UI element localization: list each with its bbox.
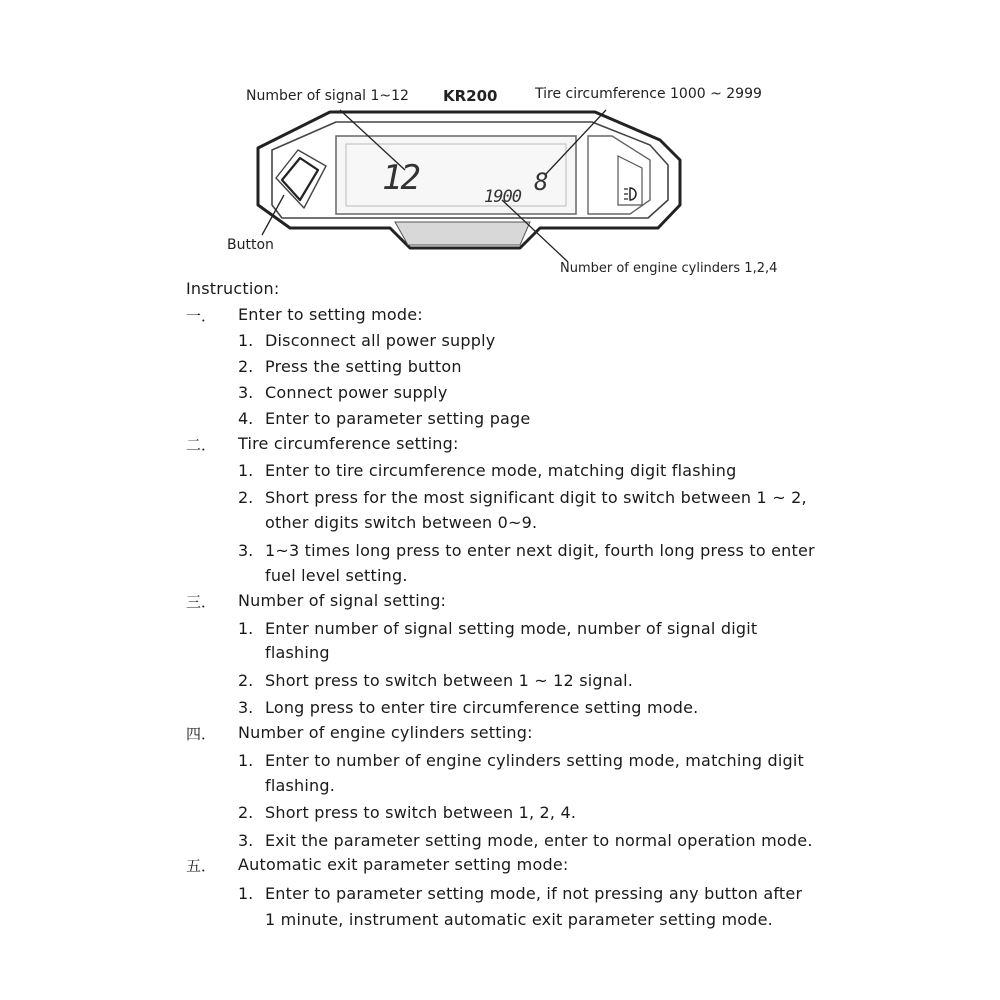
model-title: KR200 <box>443 87 498 105</box>
instruction-heading: Instruction: <box>186 279 280 298</box>
item-number: 1. <box>238 619 254 638</box>
item-text: Short press to switch between 1, 2, 4. <box>265 803 577 822</box>
item-text: 1~3 times long press to enter next digit, fourth long press to enter <box>265 541 815 560</box>
item-number: 1. <box>238 331 254 350</box>
label-number-of-signal: Number of signal 1~12 <box>246 88 409 104</box>
section-number: 三． <box>186 593 217 611</box>
item-text: Enter number of signal setting mode, number of signal digit <box>265 619 758 638</box>
item-text: Enter to number of engine cylinders setting mode, matching digit <box>265 751 804 770</box>
item-text: Enter to parameter setting mode, if not pressing any button after <box>265 884 803 903</box>
section-number: 一． <box>186 307 217 325</box>
item-number: 4. <box>238 409 254 428</box>
section-title: Number of signal setting: <box>238 591 447 610</box>
section-number: 五． <box>186 857 217 875</box>
lcd-tire-readout: 1900 <box>484 187 521 207</box>
item-text: Short press to switch between 1 ~ 12 signal. <box>265 671 634 690</box>
lcd-cylinder-readout: 8 <box>534 168 549 196</box>
item-text-continued: fuel level setting. <box>265 566 408 585</box>
item-number: 1. <box>238 884 254 903</box>
item-number: 3. <box>238 541 254 560</box>
item-text: Disconnect all power supply <box>265 331 496 350</box>
item-text-continued: other digits switch between 0~9. <box>265 513 538 532</box>
item-number: 2. <box>238 488 254 507</box>
label-engine-cylinders: Number of engine cylinders 1,2,4 <box>560 261 778 276</box>
label-button: Button <box>227 237 274 253</box>
section-number: 二． <box>186 436 217 454</box>
item-text: Connect power supply <box>265 383 448 402</box>
section-title: Tire circumference setting: <box>238 434 459 453</box>
item-text-continued: flashing <box>265 643 330 662</box>
item-text: Exit the parameter setting mode, enter to normal operation mode. <box>265 831 813 850</box>
item-number: 2. <box>238 357 254 376</box>
item-text: Enter to tire circumference mode, matching digit flashing <box>265 461 737 480</box>
item-number: 1. <box>238 461 254 480</box>
section-title: Number of engine cylinders setting: <box>238 723 533 742</box>
item-text-continued: flashing. <box>265 776 335 795</box>
lcd-signal-readout: 12 <box>382 158 419 198</box>
section-title: Enter to setting mode: <box>238 305 423 324</box>
item-text-continued: 1 minute, instrument automatic exit parameter setting mode. <box>265 910 773 929</box>
section-number: 四． <box>186 725 217 743</box>
label-tire-circumference: Tire circumference 1000 ~ 2999 <box>535 86 762 102</box>
item-number: 2. <box>238 803 254 822</box>
item-number: 1. <box>238 751 254 770</box>
item-text: Enter to parameter setting page <box>265 409 531 428</box>
item-text: Press the setting button <box>265 357 462 376</box>
item-number: 3. <box>238 831 254 850</box>
item-text: Long press to enter tire circumference setting mode. <box>265 698 699 717</box>
item-number: 3. <box>238 383 254 402</box>
item-text: Short press for the most significant digit to switch between 1 ~ 2, <box>265 488 807 507</box>
item-number: 2. <box>238 671 254 690</box>
item-number: 3. <box>238 698 254 717</box>
section-title: Automatic exit parameter setting mode: <box>238 855 569 874</box>
